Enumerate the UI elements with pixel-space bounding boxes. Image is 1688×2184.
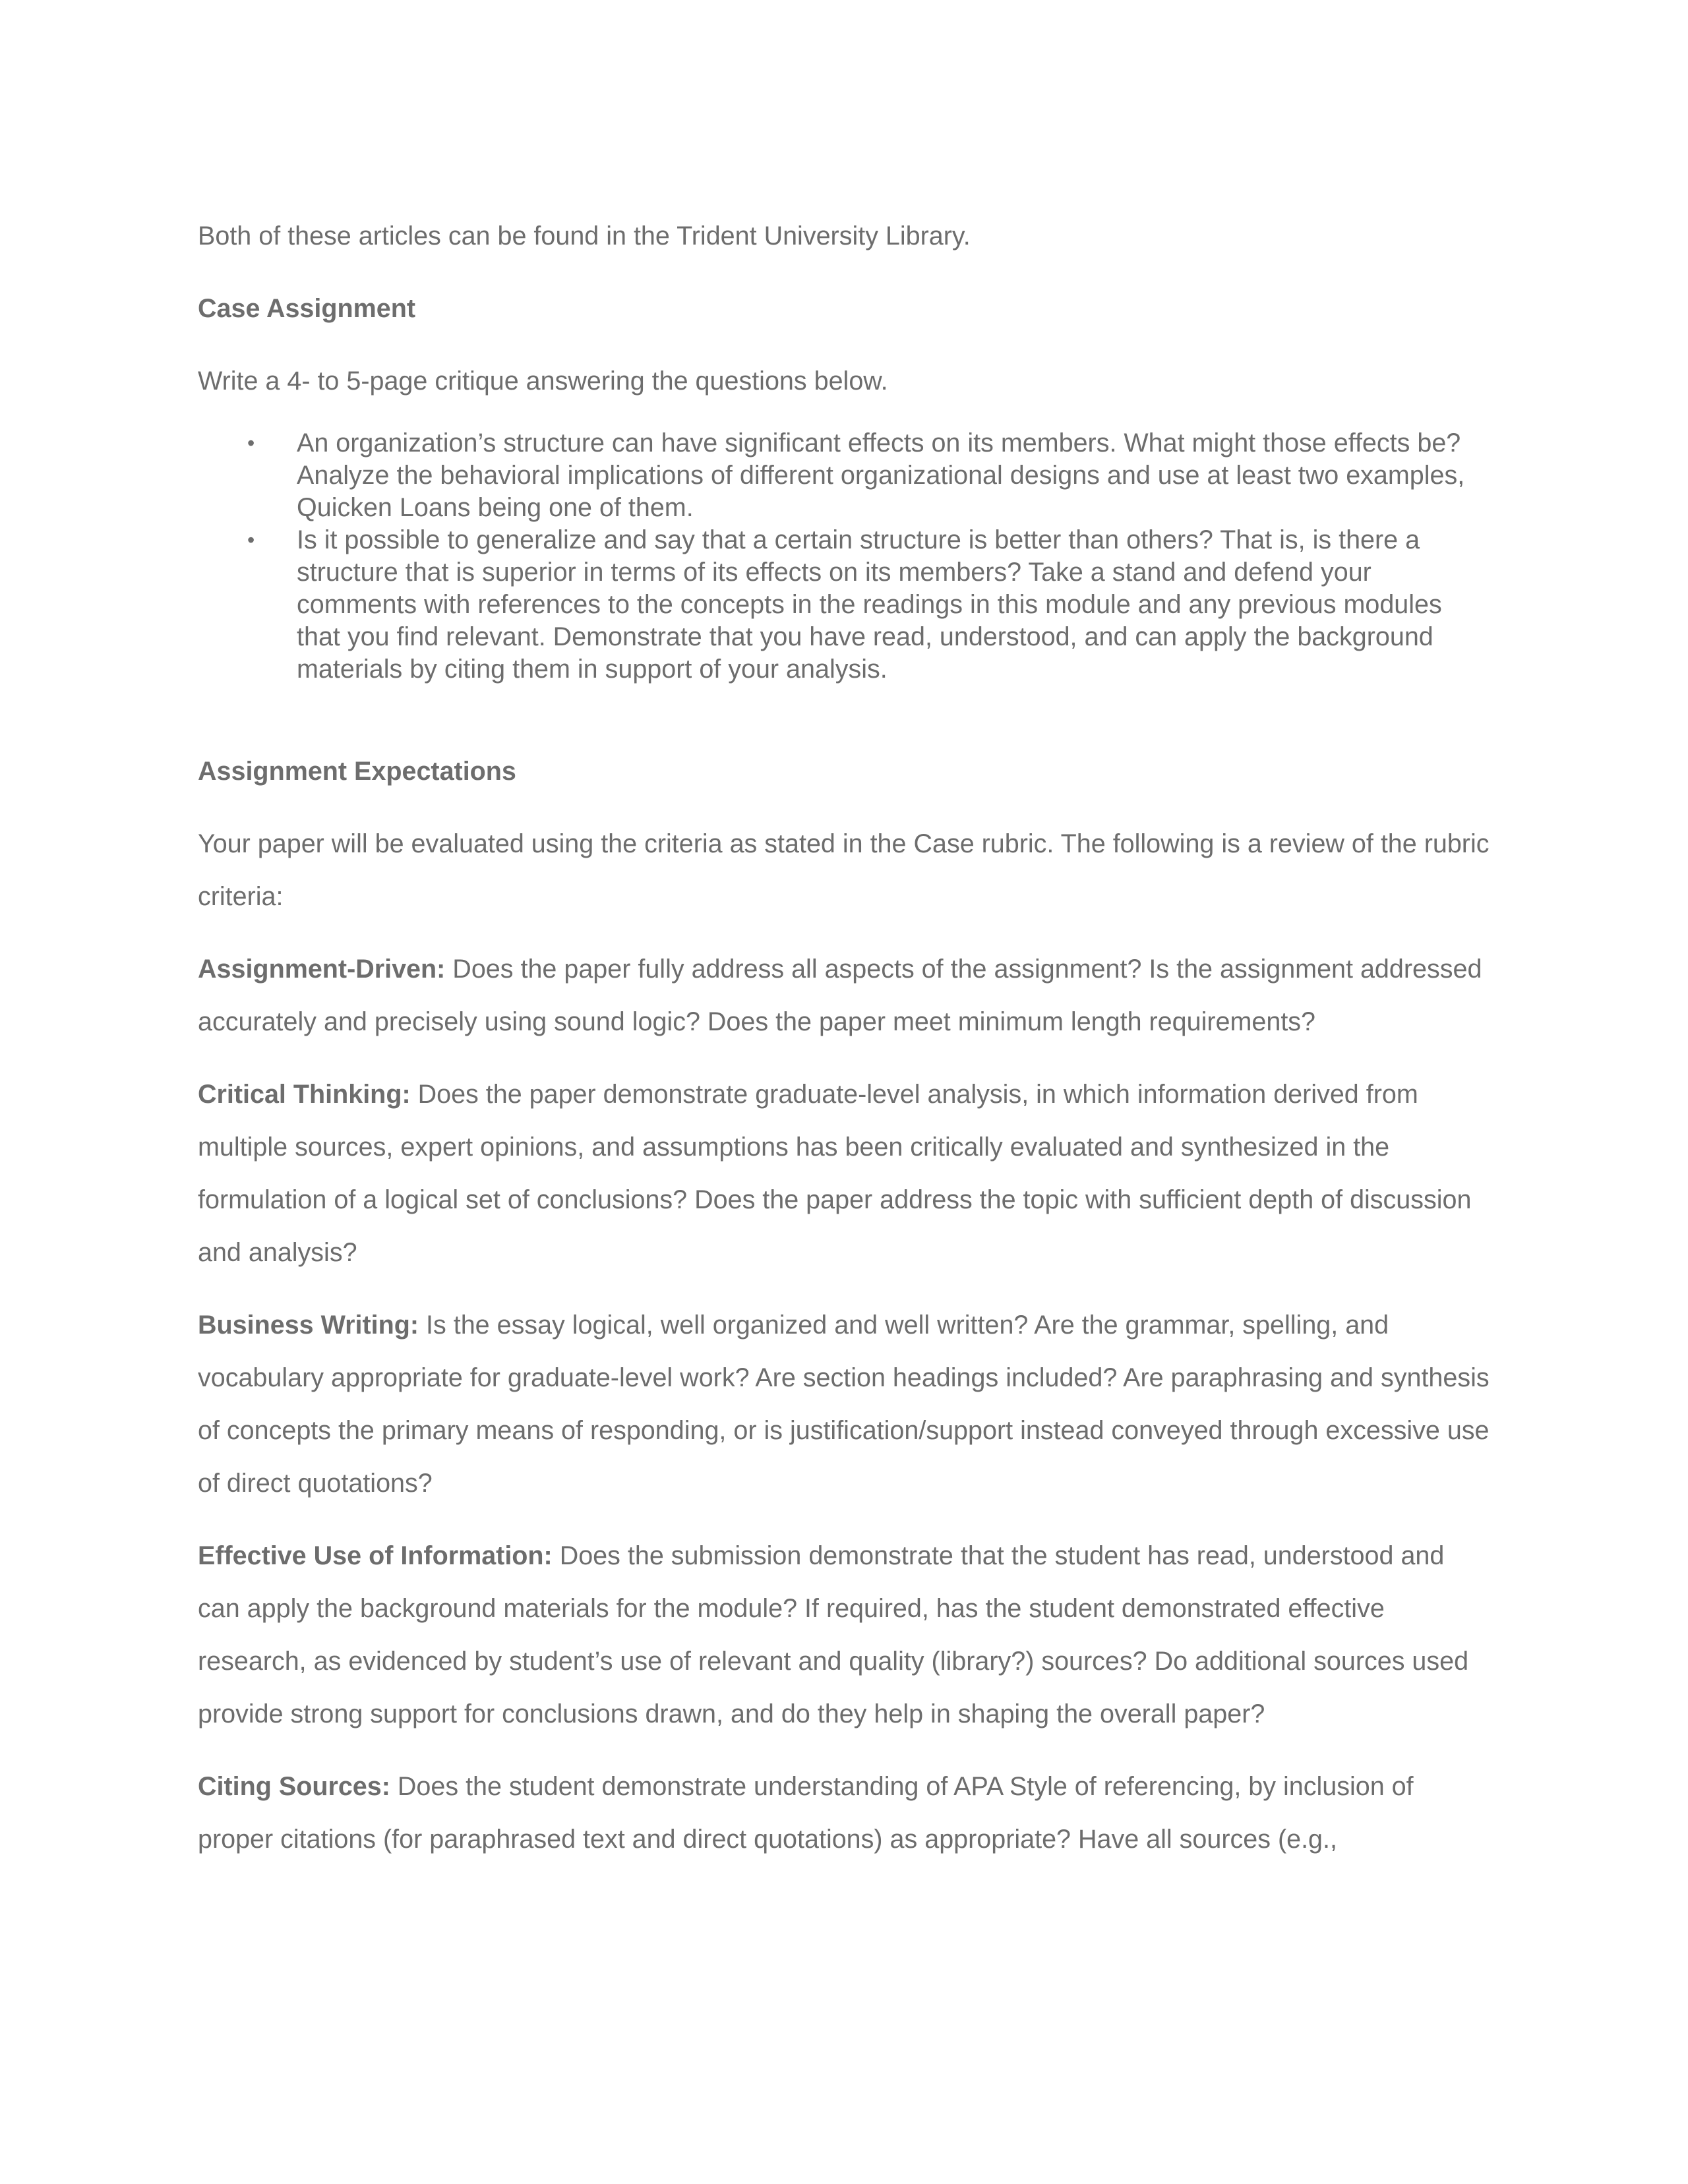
criterion-critical-thinking — [198, 1068, 1490, 1279]
criterion-text: Does the student demonstrate understanding of APA Style of referencing, by inclusion of proper citations (for paraphrased text and direct quotations) as appropriate? Have all sources (e.g., — [198, 1772, 1414, 1854]
criterion-business-writing — [198, 1299, 1490, 1510]
expectations-intro: Your paper will be evaluated using the criteria as stated in the Case rubric. The following is a review of the rubric criteria: — [198, 829, 1490, 911]
question-text: Is it possible to generalize and say that a certain structure is better than others? That is, is there a structure that is superior in terms of its effects on its members? Take a stand and defend your comments with references to the concepts in the readings in this module and any previous modules that you find relevant. Demonstrate that you have read, understood, and can apply the background materials by citing them in support of your analysis. — [297, 525, 1442, 684]
case-assignment-heading: Case Assignment — [198, 294, 416, 323]
document-page — [198, 210, 1490, 1885]
criterion-text: Is the essay logical, well organized and well written? Are the grammar, spelling, and vocabulary appropriate for graduate-level work? Are section headings included? Are paraphrasing and synthesis of concepts the primary means of responding, or is justification/support instead conveyed through excessive use of direct quotations? — [198, 1311, 1490, 1498]
criterion-label: Effective Use of Information: — [198, 1541, 553, 1570]
case-instruction: Write a 4- to 5-page critique answering the questions below. — [198, 367, 888, 396]
question-text: An organization’s structure can have significant effects on its members. What might those effects be? Analyze the behavioral implications of different organizational designs and use at least two examples, Quicken Loans being one of them. — [297, 428, 1465, 522]
question-item — [198, 427, 1490, 524]
question-item — [198, 524, 1490, 686]
criterion-text: Does the paper demonstrate graduate-level analysis, in which information derived from multiple sources, expert opinions, and assumptions has been critically evaluated and synthesized in the formulation of a logical set of conclusions? Does the paper address the topic with sufficient depth of discussion and analysis? — [198, 1080, 1472, 1267]
question-list — [198, 427, 1490, 686]
criterion-label: Business Writing: — [198, 1311, 419, 1340]
criterion-citing-sources — [198, 1760, 1490, 1866]
bullet-icon: • — [247, 431, 255, 455]
criterion-text: Does the submission demonstrate that the student has read, understood and can apply the background materials for the module? If required, has the student demonstrated effective research, as evidenced by student’s use of relevant and quality (library?) sources? Do additional sources used provide strong support for conclusions drawn, and do they help in shaping the overall paper? — [198, 1541, 1469, 1728]
criterion-effective-use-of-information — [198, 1529, 1490, 1740]
criterion-label: Citing Sources: — [198, 1772, 390, 1801]
criterion-assignment-driven — [198, 943, 1490, 1048]
bullet-icon: • — [247, 528, 255, 552]
assignment-expectations-heading: Assignment Expectations — [198, 757, 516, 786]
intro-paragraph: Both of these articles can be found in the Trident University Library. — [198, 221, 971, 251]
criterion-text: Does the paper fully address all aspects of the assignment? Is the assignment addressed accurately and precisely using sound logic? Does the paper meet minimum length requirements? — [198, 955, 1482, 1036]
criterion-label: Assignment-Driven: — [198, 955, 446, 984]
criterion-label: Critical Thinking: — [198, 1080, 411, 1109]
